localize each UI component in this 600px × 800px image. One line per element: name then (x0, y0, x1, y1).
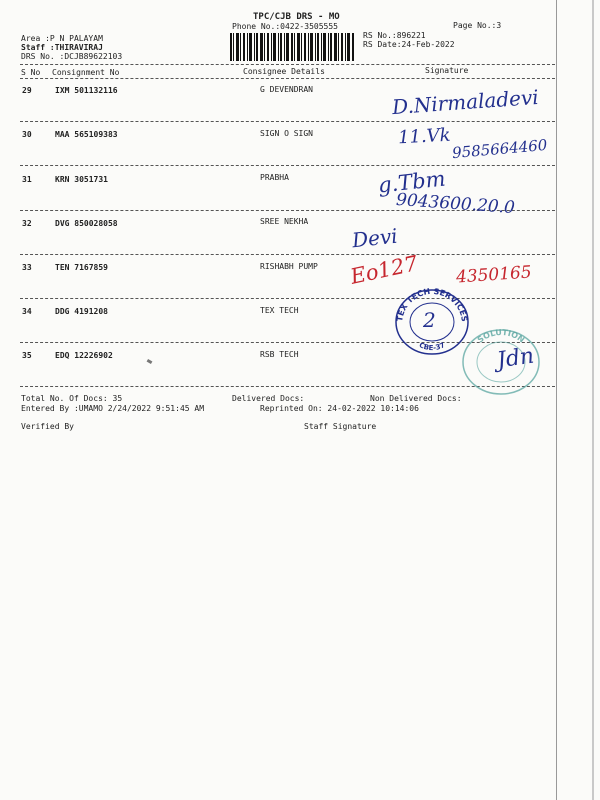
row-31-signature-phone: 9043600.20.0 (395, 189, 516, 219)
row-34-consignee: TEX TECH (260, 306, 299, 315)
phone-number: Phone No.:0422-3505555 (232, 22, 338, 31)
row-29-signature: D.Nirmaladevi (391, 84, 540, 120)
row-35-consignment: EDQ 12226902 (55, 351, 113, 360)
verified-by: Verified By (21, 422, 74, 431)
col-header-sno: S No (21, 68, 41, 77)
header-divider-bottom (20, 78, 555, 79)
row-31-consignee: PRABHA (260, 173, 289, 182)
col-header-consignee: Consignee Details (243, 67, 325, 76)
row-33-signature-phone: 4350165 (455, 262, 533, 288)
non-delivered-docs: Non Delivered Docs: (370, 394, 462, 403)
row-31-sno: 31 (22, 175, 32, 184)
row-35-signature: Jdn (495, 343, 536, 374)
row-32-sno: 32 (22, 219, 32, 228)
row-31-consignment: KRN 3051731 (55, 175, 108, 184)
col-header-signature: Signature (425, 66, 469, 75)
drs-number: DRS No. :DCJB89622103 (21, 52, 123, 61)
scan-edge-line (556, 0, 557, 800)
row-29-divider (20, 121, 555, 122)
row-35-consignee: RSB TECH (260, 350, 299, 359)
header-divider-top (20, 64, 555, 65)
rs-number: RS No.:896221 (363, 31, 426, 40)
row-33-signature: Eo127 (348, 251, 420, 289)
row-35-sno: 35 (22, 351, 32, 360)
rs-date: RS Date:24-Feb-2022 (363, 40, 455, 49)
row-30-consignment: MAA 565109383 (55, 130, 118, 139)
scan-speck (147, 359, 153, 364)
row-30-divider (20, 165, 555, 166)
stamp-text-solution: SOLUTION (475, 327, 527, 345)
row-33-divider (20, 298, 555, 299)
report-title: TPC/CJB DRS - MO (253, 12, 340, 22)
scan-edge-line-2 (592, 0, 594, 800)
staff-signature: Staff Signature (304, 422, 377, 431)
total-docs: Total No. Of Docs: 35 (21, 394, 123, 403)
row-32-consignee: SREE NEKHA (260, 217, 309, 226)
row-34-signature: 2 (423, 308, 436, 332)
delivered-docs: Delivered Docs: (232, 394, 305, 403)
stamp-text-bottom: CBE-37 (417, 341, 447, 353)
row-33-consignee: RISHABH PUMP (260, 262, 318, 271)
barcode (230, 33, 355, 61)
svg-text:CBE-37 (418, 341, 447, 352)
row-31-signature-initials: g.Tbm (376, 166, 447, 198)
row-30-consignee: SIGN O SIGN (260, 129, 313, 138)
row-33-sno: 33 (22, 263, 32, 272)
row-29-consignment: IXM 501132116 (55, 86, 118, 95)
staff-field: Staff :THIRAVIRAJ (21, 43, 103, 52)
row-29-sno: 29 (22, 86, 32, 95)
row-34-consignment: DDG 4191208 (55, 307, 108, 316)
area-field: Area :P N PALAYAM (21, 34, 103, 43)
page-number: Page No.:3 (453, 21, 502, 30)
row-29-consignee: G DEVENDRAN (260, 85, 313, 94)
col-header-consignment: Consignment No (52, 68, 120, 77)
row-34-sno: 34 (22, 307, 32, 316)
row-33-consignment: TEN 7167859 (55, 263, 108, 272)
row-32-divider (20, 254, 555, 255)
reprinted-on: Reprinted On: 24-02-2022 10:14:06 (260, 404, 419, 413)
row-30-signature-initials: 11.Vk (397, 124, 452, 149)
row-30-signature-phone: 9585664460 (451, 135, 549, 163)
entered-by: Entered By :UMAMO 2/24/2022 9:51:45 AM (21, 404, 205, 413)
row-32-signature: Devi (350, 223, 399, 253)
stamp-text-top: TEX TECH SERVICES (395, 286, 469, 323)
row-32-consignment: DVG 850028058 (55, 219, 118, 228)
row-30-sno: 30 (22, 130, 32, 139)
